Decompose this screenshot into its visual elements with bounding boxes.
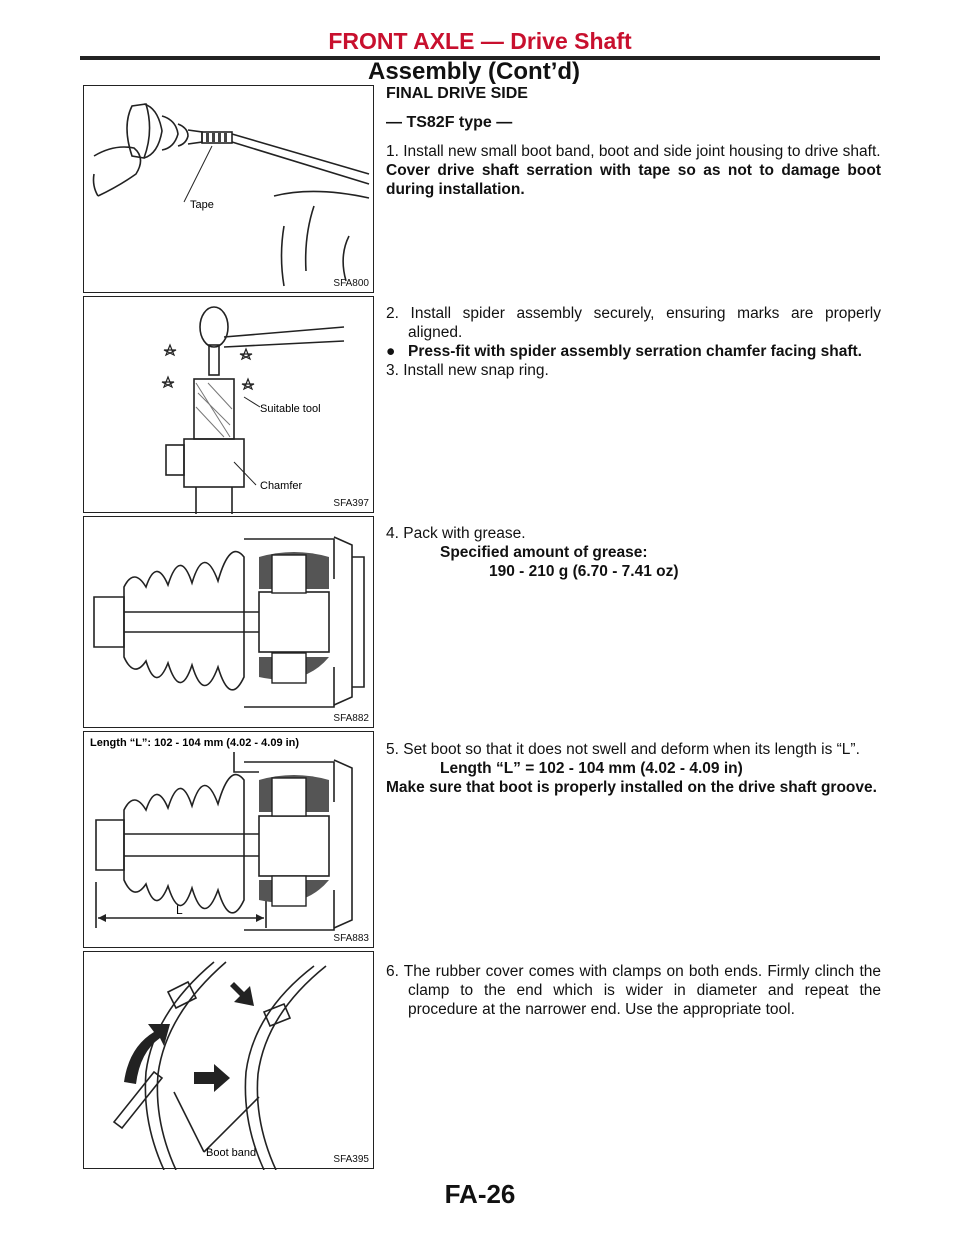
figure-sfa883 — [83, 731, 374, 948]
section-heading: FINAL DRIVE SIDE — [386, 85, 528, 102]
section-subheading: — TS82F type — — [386, 114, 513, 131]
step-4: 4. Pack with grease. — [386, 525, 526, 542]
label-suitable-tool: Suitable tool — [260, 403, 321, 415]
page-number: FA-26 — [444, 1179, 516, 1209]
figure-code: SFA397 — [333, 498, 369, 509]
page-subtitle: Assembly (Cont’d) — [368, 58, 581, 85]
figure-sfa397 — [83, 296, 374, 513]
illustration-boot-tape — [84, 86, 375, 294]
step-2: 2. Install spider assembly securely, ensuring marks are properly aligned. — [386, 305, 881, 341]
step-1: 1. Install new small boot band, boot and side joint housing to drive shaft. — [386, 143, 881, 160]
figure-sfa800 — [83, 85, 374, 293]
figure-code: SFA883 — [333, 933, 369, 944]
figure-code: SFA395 — [333, 1154, 369, 1165]
label-l: L — [176, 903, 183, 917]
step-5-note: Make sure that boot is properly installed on the drive shaft groove. — [386, 779, 877, 796]
label-chamfer: Chamfer — [260, 480, 303, 492]
grease-spec-value: 190 - 210 g (6.70 - 7.41 oz) — [489, 563, 679, 580]
step-5: 5. Set boot so that it does not swell and deform when its length is “L”. — [386, 741, 860, 758]
step-1-note: Cover drive shaft serration with tape so as not to damage boot during installation. — [386, 162, 881, 198]
step-6: 6. The rubber cover comes with clamps on both ends. Firmly clinch the clamp to the end which is wider in diameter and repeat the procedure at the narrower end. Use the appropriate tool. — [386, 963, 881, 1018]
figure-code: SFA882 — [333, 713, 369, 724]
step-2-bullet-text: Press-fit with spider assembly serration chamfer facing shaft. — [408, 343, 862, 360]
grease-spec-label: Specified amount of grease: — [440, 544, 648, 561]
label-boot-band: Boot band — [206, 1147, 257, 1159]
section-final-drive-side — [386, 84, 881, 199]
label-length-spec: Length “L”: 102 - 104 mm (4.02 - 4.09 in) — [90, 737, 300, 749]
illustration-boot-band — [84, 952, 375, 1170]
figure-sfa882 — [83, 516, 374, 728]
steps-2-3 — [386, 304, 881, 380]
figure-code: SFA800 — [333, 278, 369, 289]
length-spec: Length “L” = 102 - 104 mm (4.02 - 4.09 in) — [440, 760, 743, 777]
illustration-grease-pack — [84, 517, 375, 729]
step-2-bullet — [386, 342, 881, 361]
step-5-block — [386, 740, 881, 797]
page-header-title: FRONT AXLE — Drive Shaft — [328, 28, 632, 54]
bullet-dot: ● — [386, 343, 396, 360]
step-4-block — [386, 524, 881, 581]
illustration-spider-press — [84, 297, 375, 514]
figure-sfa395 — [83, 951, 374, 1169]
illustration-boot-length — [84, 732, 375, 949]
step-6-block — [386, 962, 881, 1019]
step-3: 3. Install new snap ring. — [386, 362, 549, 379]
label-tape: Tape — [190, 199, 214, 211]
